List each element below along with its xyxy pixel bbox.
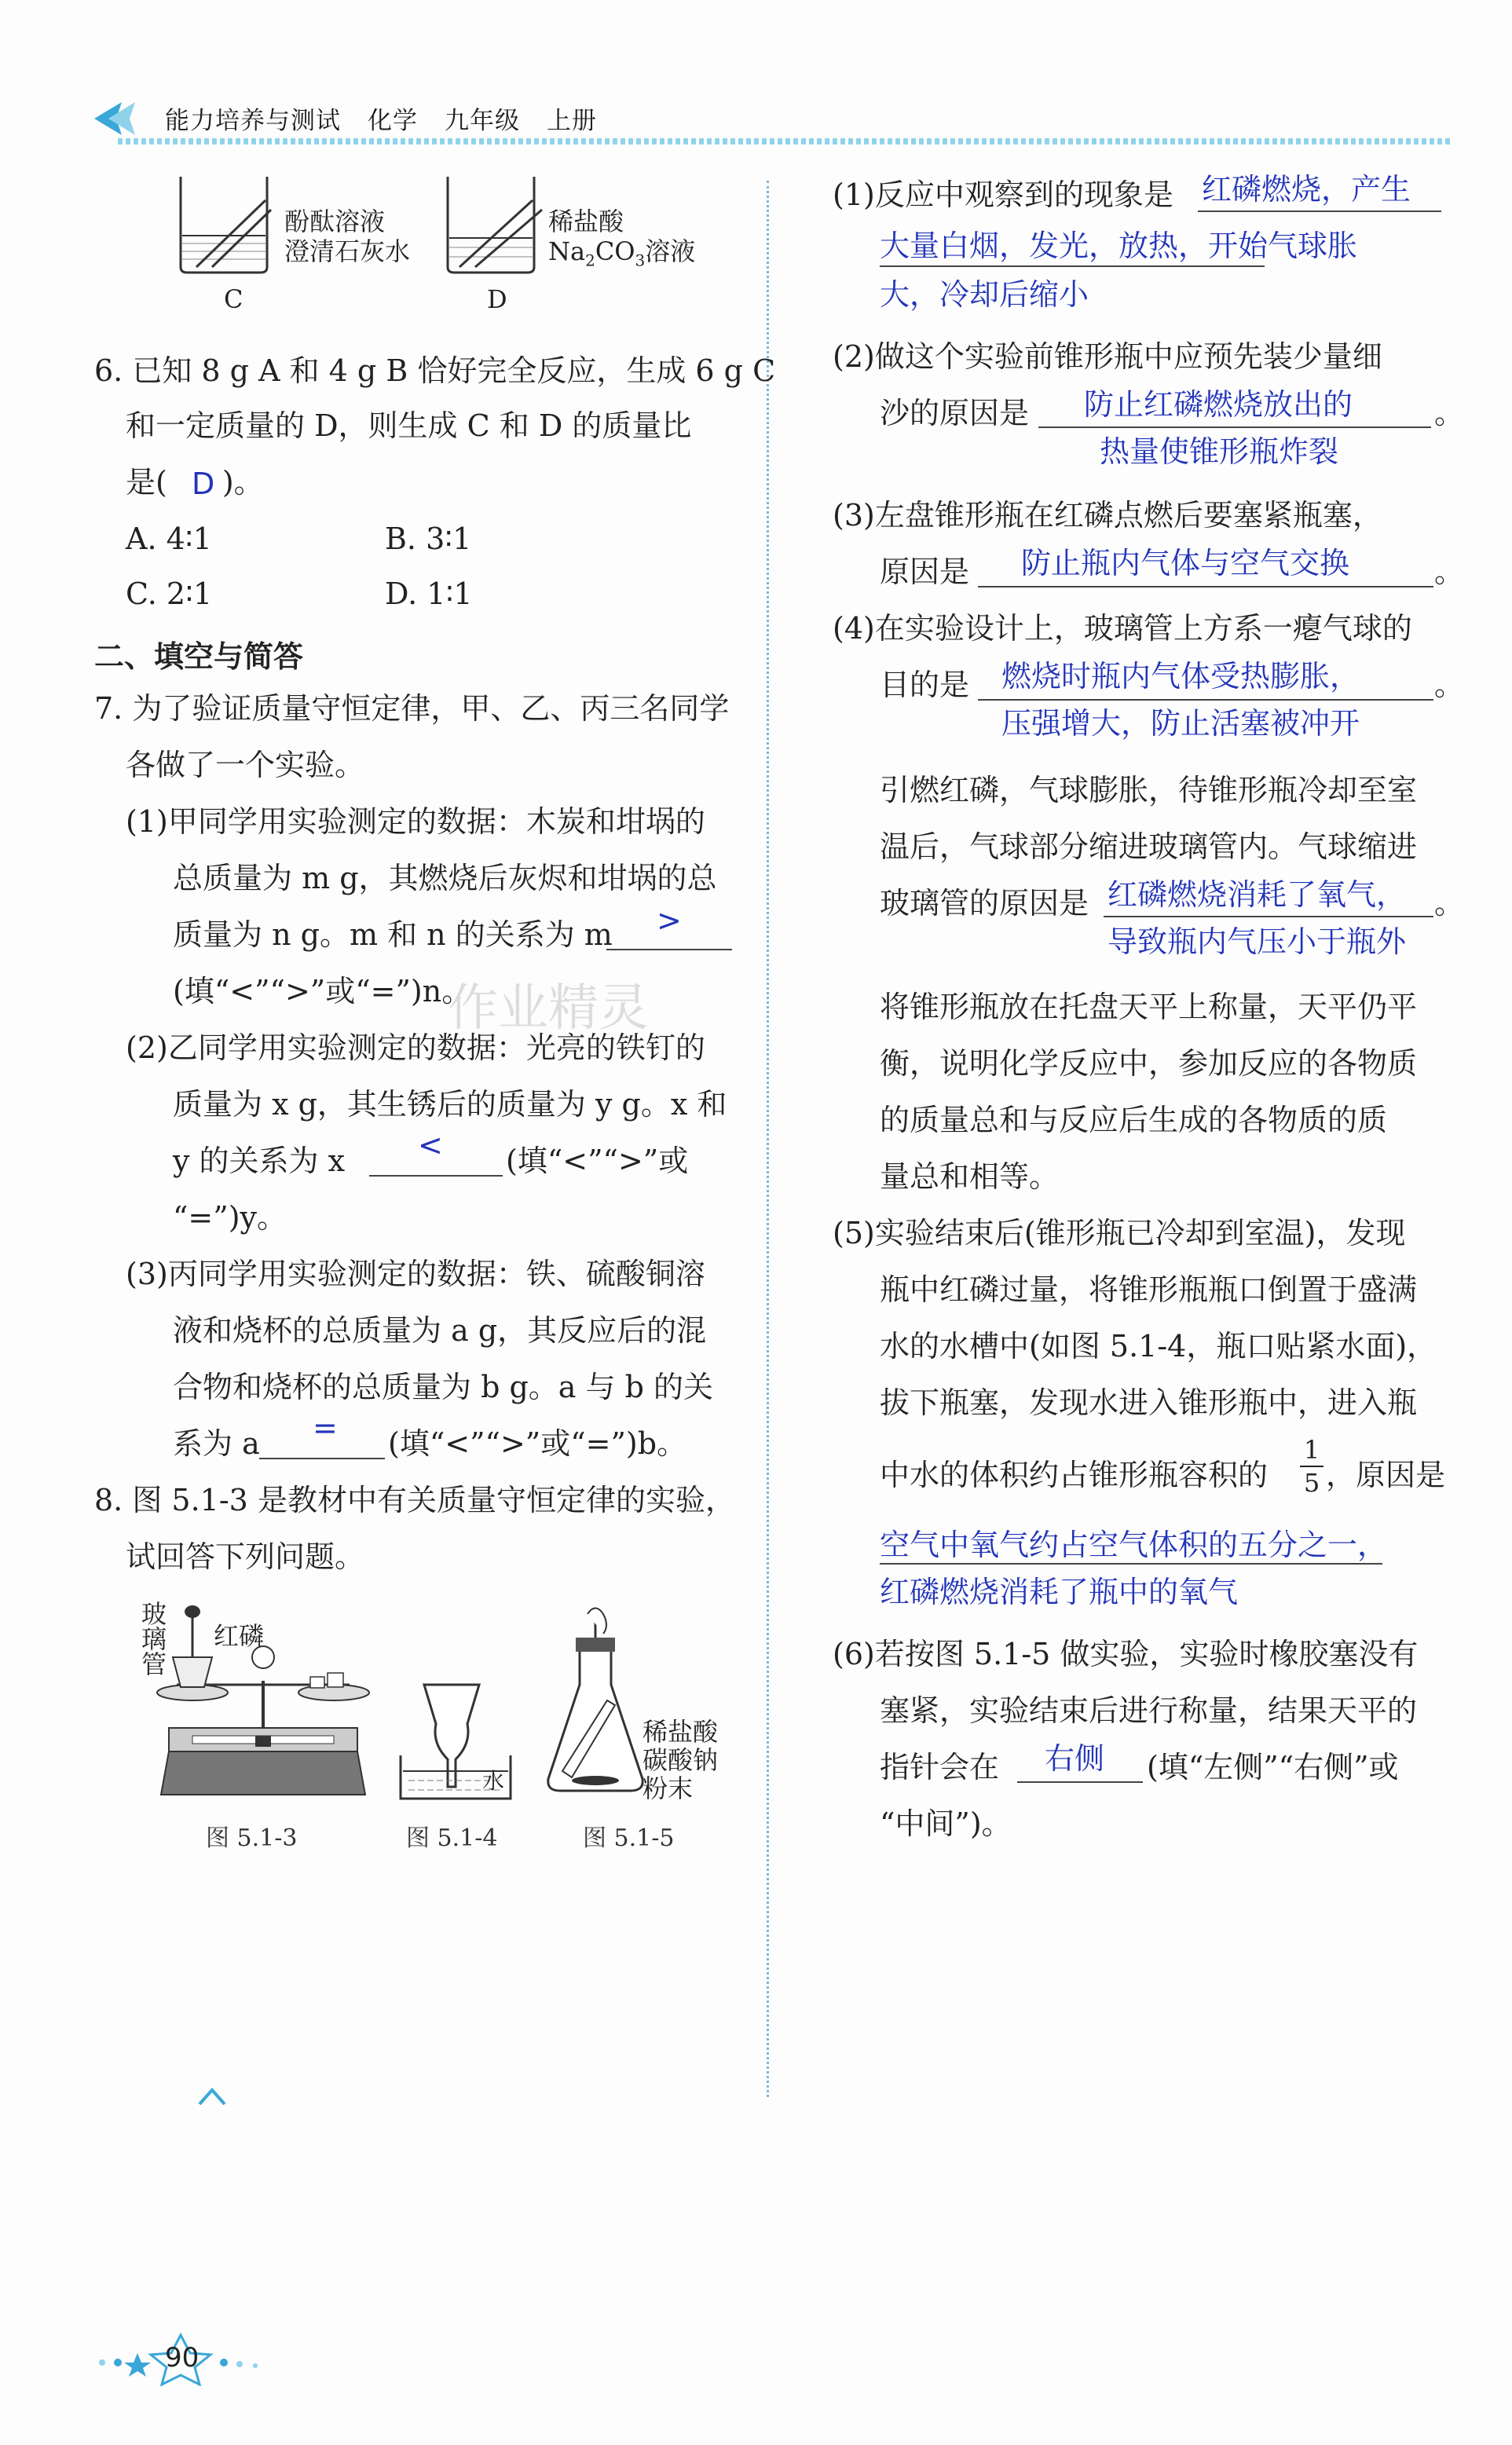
q7-p1-answer: > — [657, 903, 682, 938]
fraction-numerator: 1 — [1303, 1435, 1320, 1465]
fig3-label-glass-2: 璃 — [141, 1624, 167, 1654]
r1-answer-1: 红磷燃烧，产生 — [1202, 172, 1411, 207]
r4-line-8: 的质量总和与反应后生成的各物质的质 — [880, 1103, 1388, 1137]
r1-answer-3: 大，冷却后缩小 — [880, 277, 1089, 312]
fig-5-1-4-caption: 图 5.1-4 — [406, 1825, 498, 1852]
r2-line-1: (2)做这个实验前锥形瓶中应预先装少量细 — [833, 339, 1382, 374]
header-volume: 上册 — [547, 107, 597, 135]
q7-p2-answer: < — [418, 1128, 443, 1162]
q7-p1-line-1: (1)甲同学用实验测定的数据：木炭和坩埚的 — [126, 804, 705, 839]
q6-option-d: D. 1∶1 — [385, 576, 473, 611]
r6-answer: 右侧 — [1045, 1741, 1105, 1776]
q7-p1-line-3: 质量为 n g。m 和 n 的关系为 m — [173, 917, 613, 952]
r6-line-3a: 指针会在 — [880, 1750, 1000, 1784]
q7-p3-line-4a: 系为 a — [173, 1426, 260, 1461]
r6-blank — [1017, 1781, 1143, 1783]
fig3-label-glass-1: 玻 — [141, 1599, 167, 1629]
q6-line-3-end: )。 — [221, 465, 264, 500]
fig5-label-hcl: 稀盐酸 — [643, 1717, 719, 1747]
fig-c-label-2: 澄清石灰水 — [284, 236, 411, 266]
r4-answer-3: 红磷燃烧消耗了氧气， — [1107, 877, 1407, 912]
r3-blank — [978, 586, 1433, 587]
r1-answer-2: 大量白烟，发光，放热，开始气球胀 — [880, 229, 1358, 263]
beaker-c-figure — [173, 169, 275, 279]
header-divider — [118, 138, 1453, 145]
q6-line-3-start: 是( — [126, 465, 167, 500]
r4-answer-2: 压强增大，防止活塞被冲开 — [1001, 706, 1360, 741]
q7-line-1: 7. 为了验证质量守恒定律，甲、乙、丙三名同学 — [94, 691, 730, 726]
page-number: 90 — [165, 2342, 200, 2374]
q7-p3-line-2: 液和烧杯的总质量为 a g，其反应后的混 — [173, 1313, 707, 1348]
header-grade: 九年级 — [445, 107, 520, 135]
q7-p3-line-4b: (填“<”“>”或“=”)b。 — [388, 1426, 687, 1461]
fig-d-label-2 — [548, 232, 695, 269]
fig-d-sub-1: 2 — [585, 251, 595, 270]
q7-p1-blank — [606, 949, 732, 950]
q7-p2-line-1: (2)乙同学用实验测定的数据：光亮的铁钉的 — [126, 1030, 705, 1065]
q7-p2-line-4: “=”)y。 — [173, 1200, 287, 1235]
r4-period-1: 。 — [1434, 668, 1465, 702]
fig-c-label-1: 酚酞溶液 — [284, 207, 386, 236]
q6-answer: D — [192, 467, 215, 501]
q7-p1-line-4: (填“<”“>”或“=”)n。 — [173, 974, 472, 1008]
r1-line-1: (1)反应中观察到的现象是 — [833, 178, 1173, 212]
r4-line-9: 量总和相等。 — [880, 1159, 1060, 1194]
fig4-label-water: 水 — [482, 1768, 505, 1794]
r3-answer: 防止瓶内气体与空气交换 — [1021, 546, 1350, 580]
r5-line-4: 拔下瓶塞，发现水进入锥形瓶中，进入瓶 — [880, 1385, 1418, 1420]
r2-answer-1: 防止红磷燃烧放出的 — [1084, 387, 1353, 422]
q6-line-2: 和一定质量的 D，则生成 C 和 D 的质量比 — [126, 408, 692, 443]
fig3-label-glass-3: 管 — [141, 1649, 167, 1679]
r5-blank — [880, 1563, 1382, 1565]
r4-answer-4: 导致瓶内气压小于瓶外 — [1107, 924, 1407, 959]
q6-line-1: 6. 已知 8 g A 和 4 g B 恰好完全反应，生成 6 g C — [94, 353, 776, 388]
r3-line-2a: 原因是 — [880, 555, 970, 589]
q7-p1-line-2: 总质量为 m g，其燃烧后灰烬和坩埚的总 — [173, 861, 717, 895]
r3-line-1: (3)左盘锥形瓶在红磷点燃后要塞紧瓶塞， — [833, 498, 1382, 533]
fraction-denominator: 5 — [1300, 1466, 1323, 1499]
r1-blank-2 — [880, 265, 1265, 267]
header-subject: 化学 — [368, 107, 418, 135]
r4-answer-1: 燃烧时瓶内气体受热膨胀， — [1001, 659, 1360, 694]
r2-period: 。 — [1434, 396, 1465, 430]
r5-line-1: (5)实验结束后(锥形瓶已冷却到室温)，发现 — [833, 1216, 1406, 1250]
fig-d-label-1: 稀盐酸 — [548, 207, 624, 236]
fig-d-caption: D — [487, 284, 507, 314]
beaker-d-figure — [440, 169, 550, 279]
caret-icon — [196, 2085, 228, 2109]
r4-period-2: 。 — [1434, 886, 1465, 921]
q7-p3-answer: = — [313, 1411, 338, 1445]
q6-option-b: B. 3∶1 — [385, 522, 472, 556]
q7-p3-blank — [259, 1458, 385, 1459]
r2-line-2a: 沙的原因是 — [880, 396, 1030, 430]
r6-line-1: (6)若按图 5.1-5 做实验，实验时橡胶塞没有 — [833, 1637, 1419, 1671]
r5-line-2: 瓶中红磷过量，将锥形瓶瓶口倒置于盛满 — [880, 1272, 1418, 1307]
r5-answer-2: 红磷燃烧消耗了瓶中的氧气 — [880, 1575, 1239, 1609]
r5-line-3: 水的水槽中(如图 5.1-4，瓶口贴紧水面)， — [880, 1329, 1437, 1363]
r2-answer-2: 热量使锥形瓶炸裂 — [1100, 434, 1339, 469]
fig5-label-powder: 粉末 — [643, 1773, 694, 1803]
fig-d-sub-2: 3 — [635, 251, 646, 270]
fig-d-solution: 溶液 — [645, 236, 696, 266]
q7-p3-line-3: 合物和烧杯的总质量为 b g。a 与 b 的关 — [173, 1370, 714, 1404]
page-number-star-icon — [94, 2331, 314, 2386]
watermark: 作业精灵 — [448, 979, 649, 1038]
r6-line-3b: (填“左侧”“右侧”或 — [1147, 1750, 1399, 1784]
r4-line-6: 将锥形瓶放在托盘天平上称量，天平仍平 — [880, 990, 1418, 1024]
q6-option-a: A. 4∶1 — [126, 522, 212, 556]
q7-p2-line-3a: y 的关系为 x — [173, 1144, 346, 1178]
r6-line-2: 塞紧，实验结束后进行称量，结果天平的 — [880, 1693, 1418, 1728]
header-book: 能力培养与测试 — [165, 107, 341, 135]
q8-line-1: 8. 图 5.1-3 是教材中有关质量守恒定律的实验， — [94, 1483, 735, 1517]
r4-line-2a: 目的是 — [880, 668, 970, 702]
r4-line-5a: 玻璃管的原因是 — [880, 886, 1089, 921]
page-header — [86, 93, 1453, 148]
header-title — [165, 101, 624, 136]
q7-p2-blank — [369, 1175, 503, 1177]
fig3-label-phosphorus: 红磷 — [214, 1621, 265, 1651]
q7-line-2: 各做了一个实验。 — [126, 748, 365, 782]
r5-line-5a: 中水的体积约占锥形瓶容积的 — [880, 1458, 1269, 1492]
fig-d-na: Na — [548, 236, 586, 266]
r5-answer-1: 空气中氧气约占空气体积的五分之一， — [880, 1528, 1388, 1562]
arrow-icon — [86, 99, 149, 138]
r4-line-1: (4)在实验设计上，玻璃管上方系一瘪气球的 — [833, 611, 1412, 646]
r4-line-3: 引燃红磷，气球膨胀，待锥形瓶冷却至室 — [880, 773, 1418, 807]
r6-line-4: “中间”)。 — [880, 1806, 1012, 1841]
r5-line-5b: ，原因是 — [1326, 1458, 1446, 1492]
fig-5-1-5-caption: 图 5.1-5 — [583, 1825, 675, 1852]
q7-p2-line-2: 质量为 x g，其生锈后的质量为 y g。x 和 — [173, 1087, 727, 1122]
column-divider — [767, 181, 769, 2097]
fig5-label-sodium-carbonate: 碳酸钠 — [643, 1745, 719, 1775]
q7-p2-line-3b: (填“<”“>”或 — [506, 1144, 689, 1178]
r1-blank-1 — [1198, 210, 1441, 212]
q8-line-2: 试回答下列问题。 — [126, 1539, 365, 1574]
fraction-one-fifth — [1300, 1434, 1323, 1499]
fig-d-co: CO — [595, 236, 635, 266]
r4-line-7: 衡，说明化学反应中，参加反应的各物质 — [880, 1046, 1418, 1081]
r3-period: 。 — [1434, 555, 1465, 589]
fig-5-1-3-caption: 图 5.1-3 — [206, 1825, 298, 1852]
q6-option-c: C. 2∶1 — [126, 576, 213, 611]
section-heading: 二、填空与简答 — [94, 639, 304, 674]
q7-p3-line-1: (3)丙同学用实验测定的数据：铁、硫酸铜溶 — [126, 1257, 705, 1291]
r4-line-4: 温后，气球部分缩进玻璃管内。气球缩进 — [880, 829, 1418, 864]
flask-figure — [540, 1606, 650, 1803]
fig-c-caption: C — [224, 284, 243, 314]
